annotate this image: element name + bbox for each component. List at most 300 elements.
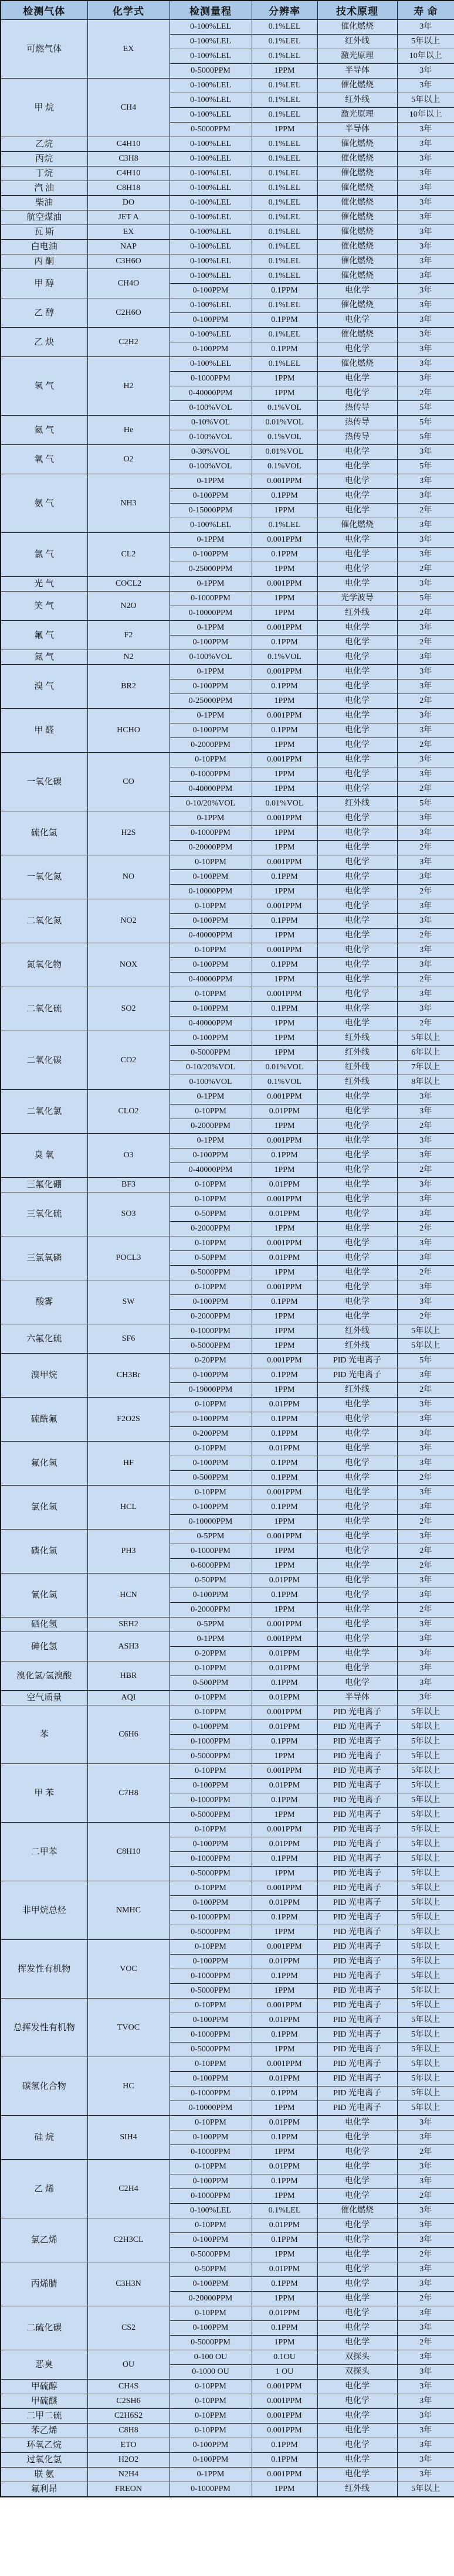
principle-cell: PID 光电离子 [317, 2043, 397, 2057]
lifespan-cell: 5年以上 [397, 2028, 454, 2043]
lifespan-cell: 5年以上 [397, 2482, 454, 2497]
range-cell: 0-2000PPM [170, 1603, 252, 1617]
lifespan-cell: 3年 [397, 2130, 454, 2145]
table-row [1, 416, 454, 430]
range-cell: 0-100PPM [170, 2013, 252, 2028]
principle-cell: 电化学 [317, 2321, 397, 2336]
principle-cell: 电化学 [317, 1090, 397, 1105]
principle-cell: 催化燃烧 [317, 269, 397, 284]
resolution-cell: 0.001PPM [252, 1823, 317, 1837]
lifespan-cell: 7年以上 [397, 1061, 454, 1075]
principle-cell: 电化学 [317, 548, 397, 562]
table-row [1, 1999, 454, 2013]
lifespan-cell: 3年 [397, 1207, 454, 1222]
lifespan-cell: 3年 [397, 914, 454, 929]
lifespan-cell: 5年以上 [397, 1735, 454, 1749]
range-cell: 0-100PPM [170, 2130, 252, 2145]
formula-cell: C3H3N [87, 2262, 170, 2306]
table-row [1, 2116, 454, 2130]
resolution-cell: 0.1%LEL [252, 20, 317, 35]
range-cell: 0-1PPM [170, 1090, 252, 1105]
lifespan-cell: 5年以上 [397, 1881, 454, 1896]
lifespan-cell: 3年 [397, 1456, 454, 1471]
formula-cell: EX [87, 20, 170, 79]
lifespan-cell: 3年 [397, 1647, 454, 1661]
range-cell: 0-100PPM [170, 635, 252, 650]
resolution-cell: 0.01PPM [252, 1442, 317, 1456]
resolution-cell: 0.001PPM [252, 2394, 317, 2409]
formula-cell: N2 [87, 650, 170, 665]
resolution-cell: 0.01PPM [252, 1647, 317, 1661]
resolution-cell: 0.001PPM [252, 533, 317, 548]
resolution-cell: 0.1%VOL [252, 401, 317, 416]
resolution-cell: 1PPM [252, 504, 317, 518]
range-cell: 0-100PPM [170, 313, 252, 328]
resolution-cell: 0.001PPM [252, 2468, 317, 2482]
gas-name-cell: 过氧化氢 [1, 2453, 87, 2468]
lifespan-cell: 2年 [397, 2292, 454, 2306]
lifespan-cell: 3年 [397, 1588, 454, 1603]
resolution-cell: 0.001PPM [252, 899, 317, 914]
principle-cell: 电化学 [317, 679, 397, 694]
table-row [1, 1574, 454, 1588]
principle-cell: 激光原理 [317, 49, 397, 64]
principle-cell: 电化学 [317, 562, 397, 577]
resolution-cell: 0.1%LEL [252, 196, 317, 210]
resolution-cell: 0.001PPM [252, 709, 317, 723]
lifespan-cell: 3年 [397, 269, 454, 284]
gas-name-cell: 二氧化氯 [1, 1090, 87, 1134]
range-cell: 0-2000PPM [170, 738, 252, 753]
lifespan-cell: 3年 [397, 20, 454, 35]
table-row [1, 1192, 454, 1207]
table-row [1, 1486, 454, 1500]
principle-cell: 电化学 [317, 1661, 397, 1676]
principle-cell: PID 光电离子 [317, 1881, 397, 1896]
range-cell: 0-100PPM [170, 679, 252, 694]
gas-name-cell: 柴油 [1, 196, 87, 210]
lifespan-cell: 3年 [397, 548, 454, 562]
table-row [1, 2350, 454, 2365]
gas-name-cell: 甲硫醇 [1, 2380, 87, 2394]
range-cell: 0-50PPM [170, 1207, 252, 1222]
lifespan-cell: 3年 [397, 1090, 454, 1105]
range-cell: 0-100%LEL [170, 166, 252, 181]
resolution-cell: 0.1PPM [252, 1148, 317, 1163]
gas-name-cell: 氮氧化物 [1, 943, 87, 987]
resolution-cell: 0.1PPM [252, 548, 317, 562]
principle-cell: 红外线 [317, 1339, 397, 1354]
resolution-cell: 0.1PPM [252, 2453, 317, 2468]
principle-cell: 催化燃烧 [317, 357, 397, 372]
table-row [1, 240, 454, 254]
resolution-cell: 0.1%LEL [252, 166, 317, 181]
resolution-cell: 1PPM [252, 386, 317, 401]
lifespan-cell: 2年 [397, 2248, 454, 2262]
range-cell: 0-30%VOL [170, 445, 252, 460]
lifespan-cell: 5年以上 [397, 1955, 454, 1969]
formula-cell: VOC [87, 1940, 170, 1999]
lifespan-cell: 3年 [397, 1617, 454, 1632]
table-row [1, 2409, 454, 2424]
range-cell: 0-1000PPM [170, 1793, 252, 1808]
table-row [1, 1134, 454, 1148]
lifespan-cell: 3年 [397, 137, 454, 152]
lifespan-cell: 3年 [397, 181, 454, 196]
principle-cell: PID 光电离子 [317, 1837, 397, 1852]
resolution-cell: 0.1PPM [252, 2086, 317, 2101]
resolution-cell: 0.001PPM [252, 811, 317, 826]
resolution-cell: 0.1%LEL [252, 49, 317, 64]
resolution-cell: 0.1PPM [252, 1793, 317, 1808]
principle-cell: 热传导 [317, 430, 397, 445]
resolution-cell: 0.01PPM [252, 1207, 317, 1222]
gas-name-cell: 三氯氧磷 [1, 1236, 87, 1280]
principle-cell: 催化燃烧 [317, 225, 397, 240]
resolution-cell: 1PPM [252, 2336, 317, 2350]
principle-cell: 电化学 [317, 1617, 397, 1632]
gas-name-cell: 氰化氢 [1, 1574, 87, 1617]
gas-name-cell: 酸雾 [1, 1280, 87, 1324]
lifespan-cell: 3年 [397, 152, 454, 166]
resolution-cell: 0.1PPM [252, 342, 317, 357]
lifespan-cell: 5年 [397, 1354, 454, 1368]
resolution-cell: 1PPM [252, 1808, 317, 1823]
formula-cell: NH3 [87, 474, 170, 533]
lifespan-cell: 3年 [397, 1178, 454, 1192]
lifespan-cell: 2年 [397, 694, 454, 709]
gas-name-cell: 氯乙烯 [1, 2218, 87, 2262]
range-cell: 0-40000PPM [170, 929, 252, 943]
resolution-cell: 0.1PPM [252, 1368, 317, 1383]
resolution-cell: 0.1PPM [252, 723, 317, 738]
principle-cell: 电化学 [317, 1574, 397, 1588]
table-row [1, 1705, 454, 1720]
resolution-cell: 1PPM [252, 973, 317, 987]
gas-name-cell: 二硫化碳 [1, 2306, 87, 2350]
range-cell: 0-100PPM [170, 2453, 252, 2468]
resolution-cell: 0.1PPM [252, 1735, 317, 1749]
lifespan-cell: 5年以上 [397, 93, 454, 108]
formula-cell: H2O2 [87, 2453, 170, 2468]
lifespan-cell: 3年 [397, 1280, 454, 1295]
resolution-cell: 0.001PPM [252, 753, 317, 767]
formula-cell: EX [87, 225, 170, 240]
lifespan-cell: 3年 [397, 284, 454, 298]
principle-cell: 电化学 [317, 1134, 397, 1148]
principle-cell: PID 光电离子 [317, 1896, 397, 1911]
range-cell: 0-1000PPM [170, 2482, 252, 2497]
lifespan-cell: 3年 [397, 2174, 454, 2189]
range-cell: 0-100PPM [170, 1779, 252, 1793]
range-cell: 0-10PPM [170, 2160, 252, 2174]
range-cell: 0-1PPM [170, 1134, 252, 1148]
resolution-cell: 0.001PPM [252, 2380, 317, 2394]
principle-cell: 双探头 [317, 2365, 397, 2380]
range-cell: 0-10PPM [170, 2394, 252, 2409]
formula-cell: HCHO [87, 709, 170, 753]
gas-name-cell: 氮 气 [1, 650, 87, 665]
gas-name-cell: 空气质量 [1, 1691, 87, 1705]
formula-cell: ASH3 [87, 1632, 170, 1661]
formula-cell: C2SH6 [87, 2394, 170, 2409]
range-cell: 0-10PPM [170, 1398, 252, 1412]
lifespan-cell: 10年以上 [397, 49, 454, 64]
lifespan-cell: 3年 [397, 196, 454, 210]
range-cell: 0-100%LEL [170, 108, 252, 123]
range-cell: 0-100PPM [170, 1720, 252, 1735]
range-cell: 0-1000PPM [170, 2145, 252, 2160]
formula-cell: COCL2 [87, 577, 170, 592]
range-cell: 0-40000PPM [170, 973, 252, 987]
table-row [1, 2306, 454, 2321]
lifespan-cell: 3年 [397, 1236, 454, 1251]
resolution-cell: 0.1%LEL [252, 210, 317, 225]
principle-cell: 电化学 [317, 533, 397, 548]
gas-name-cell: 溴甲烷 [1, 1354, 87, 1398]
range-cell: 0-200PPM [170, 1427, 252, 1442]
principle-cell: 电化学 [317, 1559, 397, 1574]
principle-cell: 红外线 [317, 797, 397, 811]
range-cell: 0-40000PPM [170, 1163, 252, 1178]
gas-name-cell: 氯化氢 [1, 1486, 87, 1530]
gas-name-cell: 可燃气体 [1, 20, 87, 79]
principle-cell: 电化学 [317, 1310, 397, 1324]
principle-cell: PID 光电离子 [317, 1368, 397, 1383]
lifespan-cell: 5年以上 [397, 1940, 454, 1955]
range-cell: 0-5000PPM [170, 64, 252, 79]
range-cell: 0-100%LEL [170, 35, 252, 49]
lifespan-cell: 3年 [397, 1251, 454, 1266]
range-cell: 0-10PPM [170, 899, 252, 914]
formula-cell: SO3 [87, 1192, 170, 1236]
principle-cell: 电化学 [317, 342, 397, 357]
resolution-cell: 0.001PPM [252, 1940, 317, 1955]
gas-name-cell: 甲硫醚 [1, 2394, 87, 2409]
range-cell: 0-100%LEL [170, 240, 252, 254]
range-cell: 0-40000PPM [170, 782, 252, 797]
resolution-cell: 1PPM [252, 929, 317, 943]
principle-cell: 催化燃烧 [317, 210, 397, 225]
formula-cell: C8H8 [87, 2424, 170, 2438]
table-row [1, 166, 454, 181]
range-cell: 0-10PPM [170, 1280, 252, 1295]
range-cell: 0-10PPM [170, 2057, 252, 2072]
range-cell: 0-1000PPM [170, 592, 252, 606]
table-row [1, 1632, 454, 1647]
gas-name-cell: 三氟化硼 [1, 1178, 87, 1192]
resolution-cell: 1PPM [252, 592, 317, 606]
lifespan-cell: 3年 [397, 166, 454, 181]
lifespan-cell: 3年 [397, 2438, 454, 2453]
gas-name-cell: 二氧化氮 [1, 899, 87, 943]
range-cell: 0-1000PPM [170, 826, 252, 841]
formula-cell: DO [87, 196, 170, 210]
range-cell: 0-100PPM [170, 2072, 252, 2086]
principle-cell: 电化学 [317, 2145, 397, 2160]
resolution-cell: 0.1PPM [252, 914, 317, 929]
resolution-cell: 1PPM [252, 738, 317, 753]
lifespan-cell: 2年 [397, 1222, 454, 1236]
lifespan-cell: 3年 [397, 1530, 454, 1544]
resolution-cell: 0.001PPM [252, 621, 317, 635]
gas-name-cell: 硫酰氟 [1, 1398, 87, 1442]
lifespan-cell: 3年 [397, 811, 454, 826]
lifespan-cell: 3年 [397, 855, 454, 870]
lifespan-cell: 3年 [397, 1486, 454, 1500]
lifespan-cell: 3年 [397, 328, 454, 342]
principle-cell: 电化学 [317, 1442, 397, 1456]
range-cell: 0-5000PPM [170, 2043, 252, 2057]
range-cell: 0-10PPM [170, 2306, 252, 2321]
lifespan-cell: 10年以上 [397, 108, 454, 123]
range-cell: 0-100%LEL [170, 49, 252, 64]
principle-cell: 电化学 [317, 811, 397, 826]
formula-cell: SIH4 [87, 2116, 170, 2160]
formula-cell: C2H4 [87, 2160, 170, 2218]
lifespan-cell: 3年 [397, 1398, 454, 1412]
lifespan-cell: 3年 [397, 518, 454, 533]
gas-name-cell: 苯 [1, 1705, 87, 1764]
range-cell: 0-5000PPM [170, 1046, 252, 1061]
range-cell: 0-10PPM [170, 753, 252, 767]
lifespan-cell: 5年以上 [397, 1896, 454, 1911]
principle-cell: 电化学 [317, 1222, 397, 1236]
resolution-cell: 0.001PPM [252, 474, 317, 489]
principle-cell: PID 光电离子 [317, 2101, 397, 2116]
principle-cell: 电化学 [317, 2424, 397, 2438]
principle-cell: 红外线 [317, 1075, 397, 1090]
lifespan-cell: 5年以上 [397, 1867, 454, 1881]
principle-cell: 半导体 [317, 1691, 397, 1705]
range-cell: 0-1PPM [170, 533, 252, 548]
principle-cell: 电化学 [317, 2130, 397, 2145]
lifespan-cell: 3年 [397, 1427, 454, 1442]
lifespan-cell: 2年 [397, 562, 454, 577]
range-cell: 0-20PPM [170, 1647, 252, 1661]
resolution-cell: 0.1PPM [252, 2321, 317, 2336]
range-cell: 0-100PPM [170, 548, 252, 562]
principle-cell: 电化学 [317, 2468, 397, 2482]
range-cell: 0-1000PPM [170, 2028, 252, 2043]
resolution-cell: 1PPM [252, 2101, 317, 2116]
lifespan-cell: 2年 [397, 1383, 454, 1398]
range-cell: 0-10/20%VOL [170, 797, 252, 811]
range-cell: 0-1000PPM [170, 767, 252, 782]
principle-cell: 电化学 [317, 753, 397, 767]
formula-cell: NAP [87, 240, 170, 254]
table-row [1, 269, 454, 284]
table-row [1, 533, 454, 548]
lifespan-cell: 5年以上 [397, 1911, 454, 1925]
principle-cell: 电化学 [317, 1647, 397, 1661]
range-cell: 0-1000PPM [170, 1911, 252, 1925]
resolution-cell: 0.1PPM [252, 635, 317, 650]
principle-cell: 电化学 [317, 2453, 397, 2468]
range-cell: 0-10PPM [170, 1192, 252, 1207]
lifespan-cell: 3年 [397, 357, 454, 372]
principle-cell: 电化学 [317, 929, 397, 943]
formula-cell: POCL3 [87, 1236, 170, 1280]
range-cell: 0-100%LEL [170, 181, 252, 196]
table-row [1, 943, 454, 958]
principle-cell: 半导体 [317, 64, 397, 79]
range-cell: 0-2000PPM [170, 1119, 252, 1134]
range-cell: 0-25000PPM [170, 562, 252, 577]
resolution-cell: 0.01PPM [252, 2306, 317, 2321]
resolution-cell: 1PPM [252, 64, 317, 79]
resolution-cell: 0.001PPM [252, 1090, 317, 1105]
table-row [1, 20, 454, 35]
gas-name-cell: 笑 气 [1, 592, 87, 621]
resolution-cell: 0.1%LEL [252, 93, 317, 108]
gas-name-cell: 苯乙烯 [1, 2424, 87, 2438]
lifespan-cell: 3年 [397, 225, 454, 240]
column-header-formula: 化学式 [87, 1, 170, 20]
lifespan-cell: 5年以上 [397, 1984, 454, 1999]
principle-cell: 电化学 [317, 1471, 397, 1486]
principle-cell: 电化学 [317, 1500, 397, 1515]
table-row [1, 1764, 454, 1779]
resolution-cell: 1PPM [252, 2043, 317, 2057]
range-cell: 0-10PPM [170, 1486, 252, 1500]
resolution-cell: 0.001PPM [252, 1530, 317, 1544]
header-row [1, 1, 454, 20]
lifespan-cell: 3年 [397, 958, 454, 973]
range-cell: 0-100PPM [170, 870, 252, 885]
resolution-cell: 0.1%LEL [252, 2204, 317, 2218]
range-cell: 0-10PPM [170, 855, 252, 870]
gas-name-cell: 六氟化硫 [1, 1324, 87, 1354]
formula-cell: JET A [87, 210, 170, 225]
lifespan-cell: 5年以上 [397, 1705, 454, 1720]
resolution-cell: 0.01PPM [252, 1837, 317, 1852]
lifespan-cell: 5年以上 [397, 2086, 454, 2101]
gas-name-cell: 丙烷 [1, 152, 87, 166]
gas-name-cell: 丁烷 [1, 166, 87, 181]
resolution-cell: 0.01PPM [252, 2013, 317, 2028]
resolution-cell: 1PPM [252, 694, 317, 709]
resolution-cell: 0.1PPM [252, 313, 317, 328]
range-cell: 0-1PPM [170, 811, 252, 826]
range-cell: 0-5000PPM [170, 123, 252, 137]
formula-cell: C2H2 [87, 328, 170, 357]
range-cell: 0-5000PPM [170, 1266, 252, 1280]
formula-cell: C7H8 [87, 1764, 170, 1823]
range-cell: 0-10PPM [170, 1823, 252, 1837]
gas-name-cell: 环氧乙烷 [1, 2438, 87, 2453]
range-cell: 0-100%LEL [170, 210, 252, 225]
range-cell: 0-100PPM [170, 2233, 252, 2248]
lifespan-cell: 3年 [397, 2365, 454, 2380]
principle-cell: 红外线 [317, 35, 397, 49]
range-cell: 0-100%VOL [170, 1075, 252, 1090]
resolution-cell: 0.01PPM [252, 2262, 317, 2277]
range-cell: 0-5000PPM [170, 1808, 252, 1823]
table-row [1, 1823, 454, 1837]
resolution-cell: 1PPM [252, 2248, 317, 2262]
resolution-cell: 0.001PPM [252, 1632, 317, 1647]
range-cell: 0-10000PPM [170, 606, 252, 621]
lifespan-cell: 3年 [397, 2321, 454, 2336]
formula-cell: C2H3CL [87, 2218, 170, 2262]
table-row [1, 987, 454, 1002]
principle-cell: 电化学 [317, 2248, 397, 2262]
resolution-cell: 0.1%LEL [252, 254, 317, 269]
range-cell: 0-10000PPM [170, 1515, 252, 1530]
lifespan-cell: 2年 [397, 504, 454, 518]
principle-cell: 电化学 [317, 2262, 397, 2277]
